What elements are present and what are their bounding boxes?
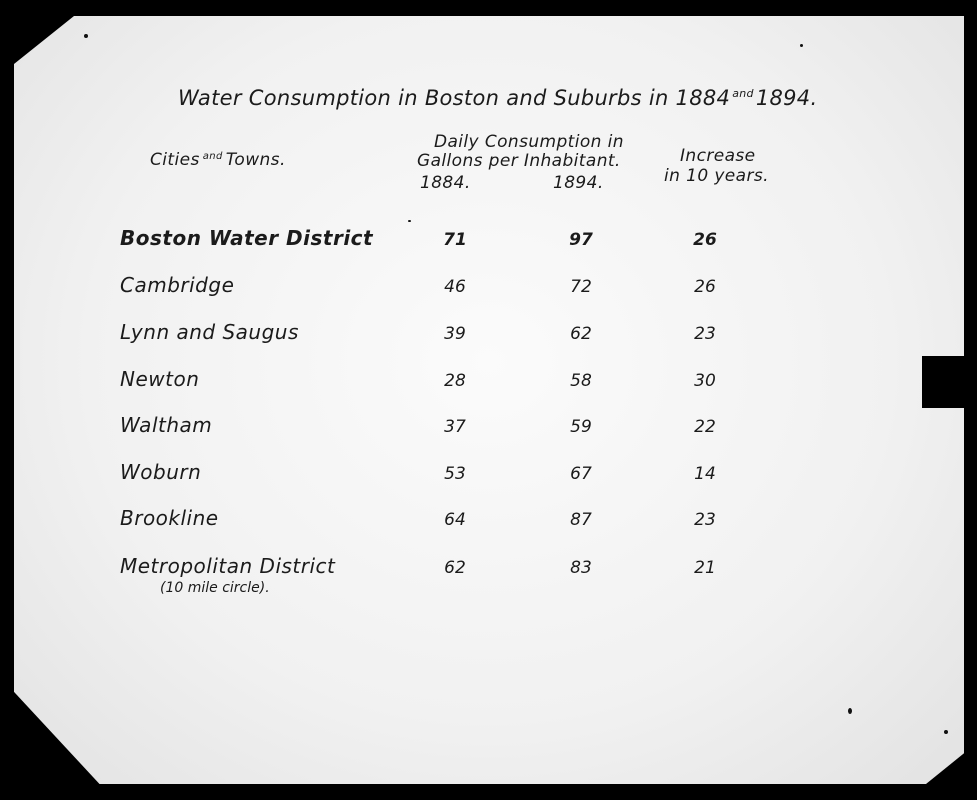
row-city-name: Lynn and Saugus	[120, 320, 299, 344]
row-value-1884: 62	[444, 558, 466, 578]
row-value-1884: 71	[443, 230, 467, 250]
table-row	[0, 506, 977, 536]
row-city-name: Brookline	[120, 506, 219, 530]
row-value-1894: 72	[570, 277, 592, 297]
table-row	[0, 554, 977, 584]
table-row	[0, 320, 977, 350]
row-city-name: Metropolitan District	[120, 554, 336, 578]
table-row	[0, 273, 977, 303]
header-daily-line2: Gallons per Inhabitant.	[417, 151, 621, 171]
row-value-1884: 28	[444, 371, 466, 391]
header-cities-towns	[150, 150, 286, 170]
document-title	[178, 86, 817, 110]
header-year-1894: 1894.	[553, 173, 604, 193]
row-increase: 23	[694, 510, 716, 530]
header-cities: Cities	[150, 150, 200, 170]
speck	[84, 34, 88, 38]
row-increase: 23	[694, 324, 716, 344]
row-city-name: Cambridge	[120, 273, 235, 297]
table-row	[0, 226, 977, 256]
title-main: Water Consumption in Boston and Suburbs in 1884	[178, 86, 731, 110]
table-row	[0, 460, 977, 490]
row-increase: 21	[694, 558, 716, 578]
row-city-name: Waltham	[120, 413, 213, 437]
row-value-1894: 87	[570, 510, 592, 530]
row-city-name: Boston Water District	[120, 226, 374, 250]
row-increase: 22	[694, 417, 716, 437]
header-daily-line1: Daily Consumption in	[434, 132, 624, 152]
row-value-1884: 37	[444, 417, 466, 437]
row-value-1884: 64	[444, 510, 466, 530]
row-value-1884: 46	[444, 277, 466, 297]
row-increase: 26	[693, 230, 717, 250]
speck	[848, 708, 852, 714]
row-value-1884: 53	[444, 464, 466, 484]
header-year-1884: 1884.	[420, 173, 471, 193]
header-increase-line1: Increase	[680, 146, 756, 166]
row-value-1894: 62	[570, 324, 592, 344]
title-and: and	[732, 87, 754, 100]
row-note: (10 mile circle).	[160, 580, 270, 596]
row-increase: 30	[694, 371, 716, 391]
row-value-1894: 67	[570, 464, 592, 484]
header-towns: Towns.	[225, 150, 286, 170]
row-value-1894: 59	[570, 417, 592, 437]
row-city-name: Newton	[120, 367, 200, 391]
row-value-1884: 39	[444, 324, 466, 344]
header-and: and	[202, 151, 223, 162]
speck	[408, 220, 411, 222]
header-increase-line2: in 10 years.	[664, 166, 769, 186]
row-city-name: Woburn	[120, 460, 202, 484]
title-year2: 1894.	[755, 86, 818, 110]
table-row	[0, 413, 977, 443]
row-increase: 26	[694, 277, 716, 297]
speck	[944, 730, 948, 734]
row-value-1894: 58	[570, 371, 592, 391]
row-increase: 14	[694, 464, 716, 484]
row-value-1894: 97	[569, 230, 593, 250]
row-value-1894: 83	[570, 558, 592, 578]
speck	[800, 44, 803, 47]
table-row	[0, 367, 977, 397]
